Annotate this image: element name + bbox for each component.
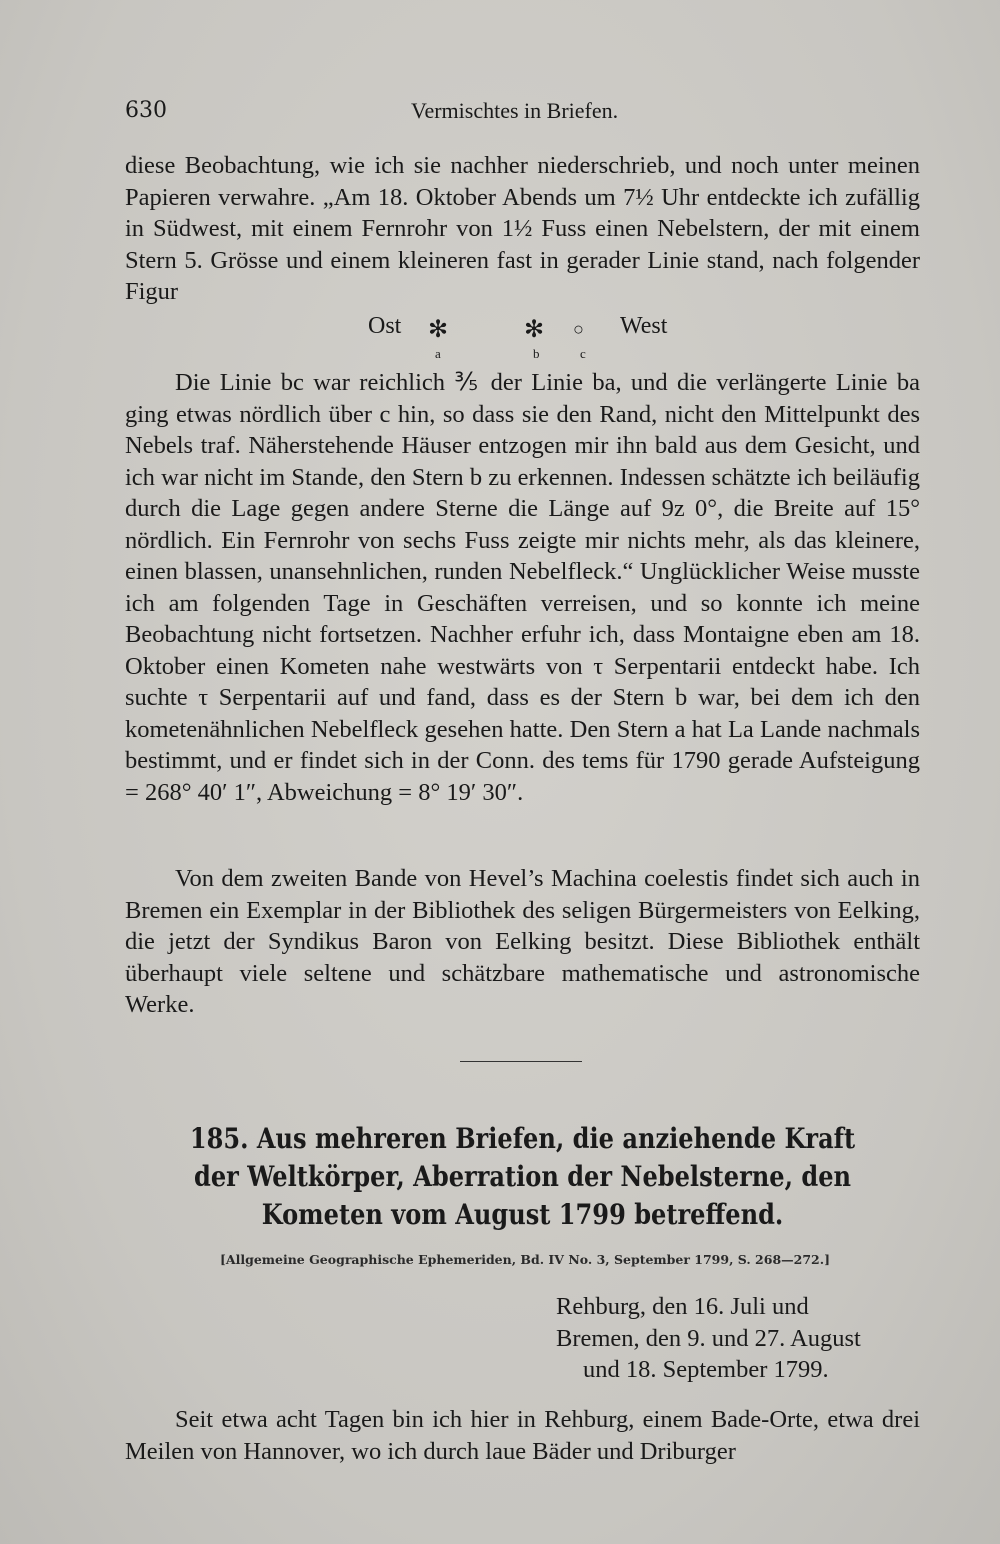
source-citation: [Allgemeine Geographische Ephemeriden, Bd. IV No. 3, September 1799, S. 268—272.]: [219, 1252, 831, 1267]
running-head: Vermischtes in Briefen.: [411, 98, 619, 123]
dateline-line-2: Bremen, den 9. und 27. August: [556, 1325, 861, 1352]
paragraph-figure-description: Die Linie bc war reichlich ⅗ der Linie ba, und die verlängerte Linie ba ging etwas nördlich über c hin, so dass sie den Rand, nicht den Mittelpunkt des Nebels traf. Näherstehende Häuser entzogen mir ihn bald aus dem Gesicht, und ich war nicht im Stande, den Stern b zu erkennen. Indessen schätzte ich beiläufig durch die Lage gegen andere Sterne die Länge auf 9z 0°, die Breite auf 15° nördlich. Ein Fernrohr von sechs Fuss zeigte mir nichts mehr, als das kleinere, einen blassen, unansehnlichen, runden Nebelfleck.“ Unglücklicher Weise musste ich am folgenden Tage in Geschäften verreisen, und so konnte ich meine Beobachtung nicht fortsetzen. Nachher erfuhr ich, dass Montaigne eben am 18. Oktober einen Kometen nahe westwärts von τ Serpentarii entdeckt habe. Ich suchte τ Serpentarii auf und fand, dass es der Stern b war, bei dem ich den kometenähnlichen Nebelfleck gesehen hatte. Den Stern a hat La Lande nachmals bestimmt, und er findet sich in der Conn. des tems für 1790 gerade Aufsteigung = 268° 40′ 1″, Abweichung = 8° 19′ 30″.: [125, 369, 920, 806]
star-figure: [0, 313, 1000, 371]
section-title: 185. Aus mehreren Briefen, die anziehende Kraft der Weltkörper, Aberration der Nebelsterne, den Kometen vom August 1799 betreffend.: [189, 1122, 856, 1231]
dateline-line-1: Rehburg, den 16. Juli und: [556, 1293, 809, 1320]
dateline-line-3: und 18. September 1799.: [583, 1356, 829, 1383]
star-a-icon: ✻: [428, 317, 449, 343]
section-divider: [460, 1061, 582, 1062]
paragraph-rehburg: Seit etwa acht Tagen bin ich hier in Rehburg, einem Bade-Orte, etwa drei Meilen von Hannover, wo ich durch laue Bäder und Driburger: [125, 1406, 920, 1465]
figure-label-b: b: [533, 346, 540, 361]
nebula-c-icon: ○: [573, 319, 584, 339]
page-number: 630: [125, 98, 167, 123]
figure-label-west: West: [620, 313, 668, 339]
figure-label-a: a: [435, 346, 441, 361]
paragraph-observation: diese Beobachtung, wie ich sie nachher niederschrieb, und noch unter meinen Papieren verwahre. „Am 18. Oktober Abends um 7½ Uhr entdeckte ich zufällig in Südwest, mit einem Fernrohr von 1½ Fuss einen Nebelstern, der mit einem Stern 5. Grösse und einem kleineren fast in gerader Linie stand, nach folgender Figur: [125, 152, 920, 305]
figure-label-ost: Ost: [368, 313, 402, 339]
page-header: [125, 98, 920, 132]
paragraph-hevel: Von dem zweiten Bande von Hevel’s Machina coelestis findet sich auch in Bremen ein Exemplar in der Bibliothek des seligen Bürgermeisters von Eelking, die jetzt der Syndikus Baron von Eelking besitzt. Diese Bibliothek enthält überhaupt viele seltene und schätzbare mathematische und astronomische Werke.: [125, 865, 920, 1018]
star-b-icon: ✻: [524, 317, 545, 343]
figure-label-c: c: [580, 346, 586, 361]
